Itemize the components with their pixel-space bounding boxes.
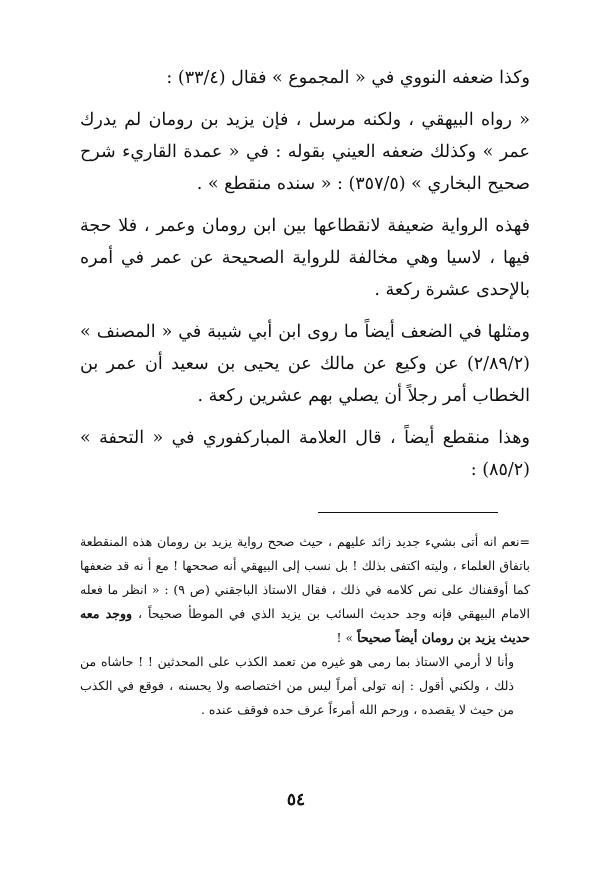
paragraph-spacer [80, 200, 530, 210]
page-number: ٥٤ [286, 790, 306, 810]
footnote-divider [318, 512, 498, 513]
paragraph-bayhaqi-quote: « رواه البيهقي ، ولكنه مرسل ، فإن يزيد بن رومان لم يدرك عمر » وكذلك ضعفه العيني بقوله : في « عمدة القاريء شرح صحيح البخاري » (٣٥٧/٥) : « سنده منقطع » . [80, 110, 530, 194]
footnote-text-end: » ! [336, 630, 354, 645]
paragraph-spacer [80, 412, 530, 422]
main-text [80, 62, 530, 486]
footnote-paragraph-2: وأنا لا أرمي الاستاذ بما رمى هو غيره من تعمد الكذب على المحدثين ! ! حاشاه من ذلك ، ولكني أقول : إنه تولى أمراً ليس من اختصاصه ولا يحسنه ، فوقع في الكذب من حيث لا يقصده ، ورحم الله أمرءاً عرف حده فوقف عنده . [80, 654, 514, 717]
paragraph-mubarakfuri: وهذا منقطع أيضاً ، قال العلامة المباركفوري في « التحفة » (٨٥/٢) : [80, 428, 530, 480]
paragraph-ibn-abi-shaybah: ومثلها في الضعف أيضاً ما روى ابن أبي شيبة في « المصنف » (٢/٨٩/٢) عن وكيع عن مالك عن يحيى بن سعيد أن عمر بن الخطاب أمر رجلاً أن يصلي بهم عشرين ركعة . [80, 322, 530, 406]
paragraph-weak-narration: فهذه الرواية ضعيفة لانقطاعها بين ابن رومان وعمر ، فلا حجة فيها ، لاسيا وهي مخالفة للرواية الصحيحة عن عمر في أمره بالإحدى عشرة ركعة . [80, 216, 530, 300]
paragraph-nawawi: وكذا ضعفه النووي في « المجموع » فقال (٣٣/٤) : [166, 68, 530, 88]
footnote-bold-quote: ووجد معه حديث يزيد بن رومان أيضاً صحيحاً [80, 606, 530, 645]
footnote [80, 530, 530, 722]
footnote-text: =نعم انه أتى بشيء جديد زائد عليهم ، حيث صحح رواية يزيد بن رومان هذه المنقطعة باتفاق العلماء ، وليته اكتفى بذلك ! بل نسب إلى البيهقي أنه صححها ! مع أ نه قد ضعفها كما أوقفناك على نص كلامه في ذلك ، فقال الاستاذ الباجقني (ص ٩) : « انظر ما فعله الامام البيهقي فإنه وجد حديث السائب بن يزيد الذي في الموطأ صحيحاً ، [80, 534, 531, 621]
footnote-paragraph-1 [80, 530, 530, 650]
paragraph-spacer [80, 306, 530, 316]
paragraph-spacer [80, 94, 530, 104]
